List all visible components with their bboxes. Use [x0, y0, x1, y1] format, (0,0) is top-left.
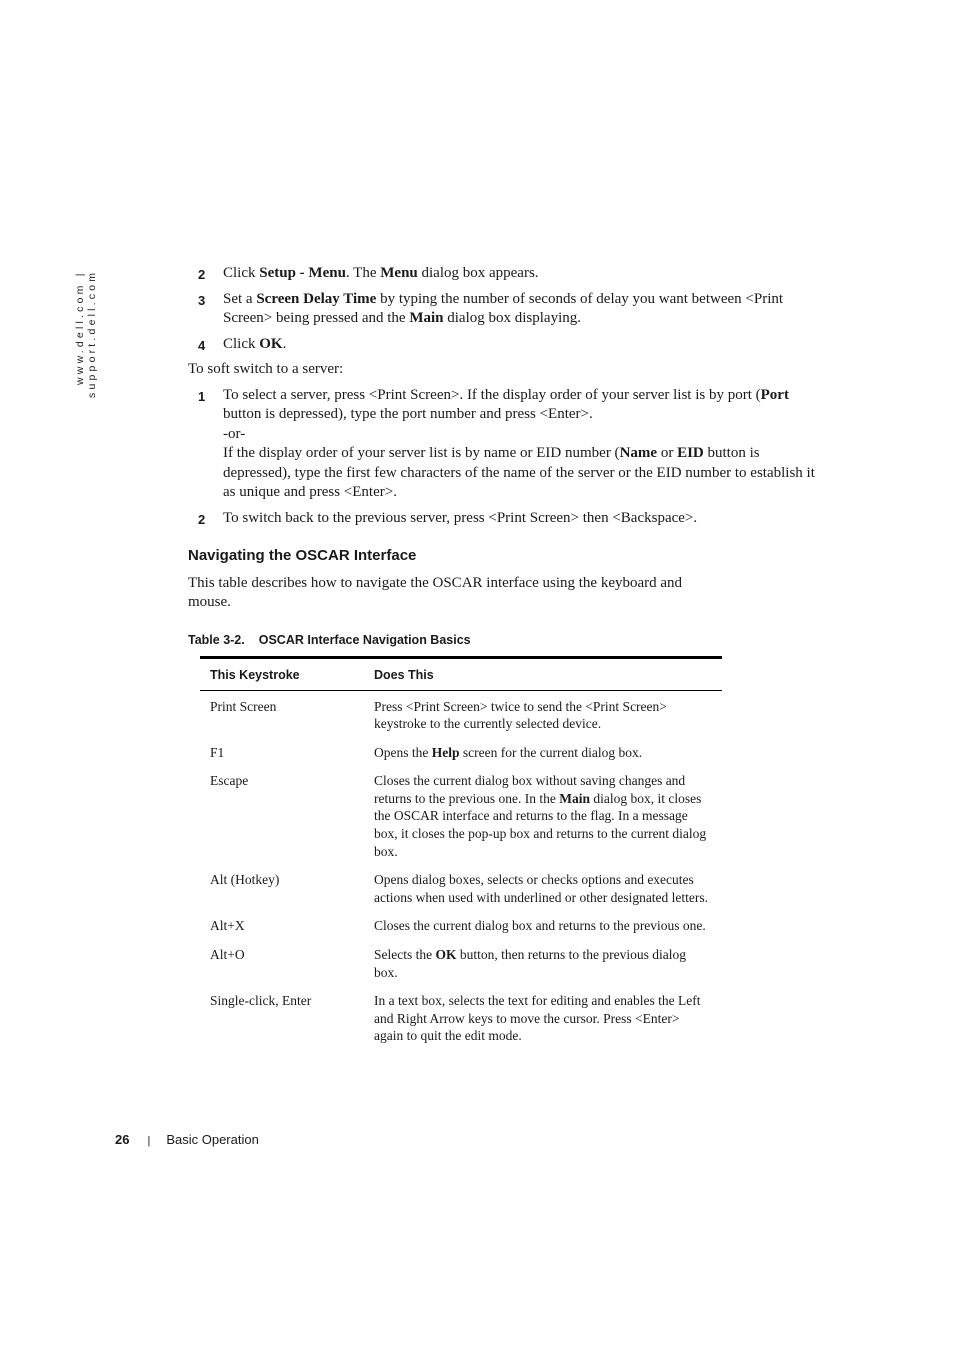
step-text: To select a server, press <Print Screen>. If the display order of your server list is by port (	[223, 386, 761, 403]
description-cell: Press <Print Screen> twice to send the <Print Screen> keystroke to the currently selected device.	[374, 698, 667, 732]
step-text: button is depressed), type the first few characters of the name of the server or the EID number to establish it as unique and press <Enter>.	[223, 445, 815, 500]
step-number: 2	[198, 511, 206, 527]
step-bold: OK	[259, 335, 283, 352]
section-heading: Navigating the OSCAR Interface	[188, 547, 417, 564]
step-item	[188, 290, 828, 329]
step-item	[188, 264, 828, 284]
description-cell: Selects the OK button, then returns to the previous dialog box.	[374, 947, 686, 980]
step-bold: Setup - Menu	[259, 265, 346, 281]
keystroke-cell: Alt+X	[210, 918, 245, 934]
keystroke-cell: Print Screen	[210, 698, 277, 714]
caption-title: OSCAR Interface Navigation Basics	[258, 632, 471, 647]
table-row	[200, 772, 722, 871]
step-text: To switch back to the previous server, press <Print Screen> then <Backspace>.	[223, 509, 698, 526]
keystroke-cell: Escape	[210, 773, 249, 789]
table-row	[200, 744, 722, 773]
step-text: Click	[223, 265, 260, 281]
section-intro: This table describes how to navigate the OSCAR interface using the keyboard and mouse.	[188, 574, 683, 610]
step-item	[188, 335, 828, 355]
description-cell: Opens the Help screen for the current dialog box.	[374, 744, 643, 760]
table-row	[200, 917, 722, 946]
column-header: This Keystroke	[200, 658, 364, 691]
step-number: 4	[198, 337, 206, 353]
table-row	[200, 992, 722, 1056]
step-item	[188, 386, 828, 503]
step-text: Set a	[223, 290, 257, 307]
step-text: dialog box appears.	[417, 265, 539, 281]
description-cell: Opens dialog boxes, selects or checks options and executes actions when used with underlined or other designated letters.	[374, 872, 709, 905]
table-header-row	[200, 658, 722, 691]
table-row	[200, 871, 722, 917]
step-text: dialog box displaying.	[443, 310, 581, 326]
description-cell: In a text box, selects the text for editing and enables the Left and Right Arrow keys to move the cursor. Press <Enter> again to quit the edit mode.	[374, 993, 701, 1044]
step-bold: Name	[619, 445, 658, 461]
step-item	[188, 509, 828, 529]
step-text: or	[657, 445, 678, 461]
step-text: . The	[345, 265, 381, 281]
keystroke-cell: Alt+O	[210, 947, 245, 963]
step-or: -or-	[223, 425, 246, 442]
page-number: 26	[115, 1132, 130, 1147]
keystroke-cell: Single-click, Enter	[210, 993, 312, 1009]
step-text: by typing the number of seconds of delay you want between <Print Screen> being pressed and the	[223, 290, 784, 326]
footer-separator: |	[147, 1135, 151, 1147]
step-number: 2	[198, 267, 206, 282]
step-text: .	[282, 335, 287, 352]
step-bold: EID	[677, 445, 704, 461]
keystroke-cell: F1	[210, 744, 225, 760]
table-row	[200, 690, 722, 744]
step-bold: Main	[409, 310, 444, 326]
sidebar-url: www.dell.com | support.dell.com	[74, 270, 98, 399]
step-text: button is depressed), type the port number and press <Enter>.	[223, 406, 593, 422]
page-content	[188, 264, 828, 1056]
caption-label: Table 3-2.	[188, 632, 245, 647]
step-number: 3	[198, 292, 206, 308]
column-header: Does This	[364, 658, 722, 691]
step-bold: Port	[760, 386, 789, 403]
footer-section: Basic Operation	[166, 1132, 259, 1147]
step-bold: Menu	[380, 265, 418, 281]
step-number: 1	[198, 388, 206, 404]
page-footer	[115, 1132, 259, 1147]
step-text: If the display order of your server list is by name or EID number (	[223, 445, 620, 461]
step-text: Click	[223, 335, 260, 352]
navigation-table	[200, 656, 722, 1056]
keystroke-cell: Alt (Hotkey)	[210, 872, 280, 888]
soft-switch-intro: To soft switch to a server:	[188, 361, 344, 377]
description-cell: Closes the current dialog box and returns to the previous one.	[374, 918, 706, 934]
table-caption	[188, 631, 828, 651]
description-cell: Closes the current dialog box without saving changes and returns to the previous one. In the Main dialog box, it closes the OSCAR interface and returns to the flag. In a message box, it closes the pop-up box and returns to the current dialog box.	[374, 773, 707, 859]
step-bold: Screen Delay Time	[256, 290, 377, 307]
table-row	[200, 946, 722, 992]
